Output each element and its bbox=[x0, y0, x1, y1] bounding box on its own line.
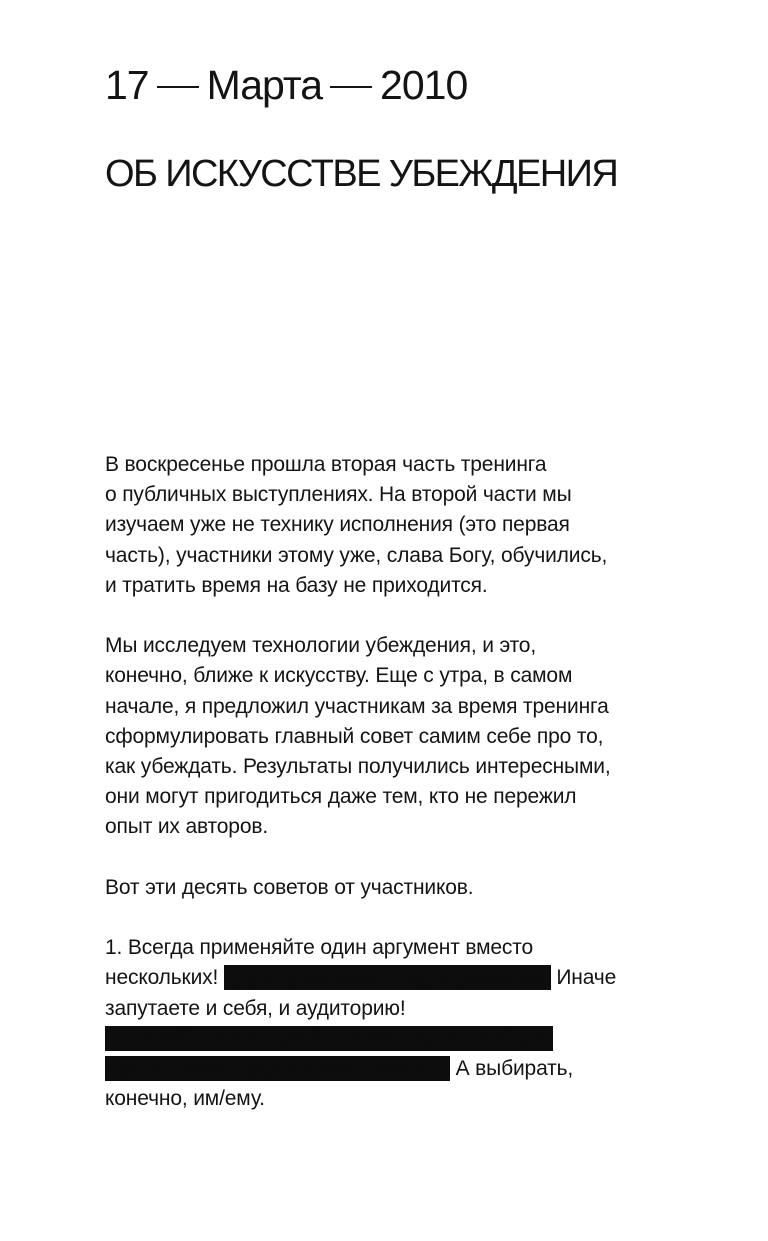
paragraph-2 bbox=[105, 631, 715, 842]
text-line: Вот эти десять советов от участников. bbox=[105, 875, 474, 899]
date-day: 17 bbox=[105, 62, 149, 108]
advice-1-line: запутаете и себя, и аудиторию! bbox=[105, 996, 406, 1020]
advice-2-line: конечно, им/ему. bbox=[105, 1087, 265, 1111]
date-year: 2010 bbox=[380, 62, 468, 108]
text-line: часть), участники этому уже, слава Богу, обучились, bbox=[105, 543, 608, 567]
text-fragment: А выбирать, bbox=[455, 1057, 574, 1081]
text-line: конечно, ближе к искусству. Еще с утра, в самом bbox=[105, 664, 573, 688]
body-text bbox=[105, 450, 715, 1145]
advice-list bbox=[105, 933, 715, 1114]
paragraph-1 bbox=[105, 450, 715, 601]
advice-1-line bbox=[105, 963, 715, 993]
text-line: Мы исследуем технологии убеждения, и это, bbox=[105, 634, 537, 658]
redacted-text: 2. Давайте аудитории/человеку право выбора. bbox=[105, 1026, 554, 1050]
paragraph-3 bbox=[105, 873, 715, 903]
dash-separator bbox=[330, 86, 372, 88]
redacted-text: Одна проблема — одно решение. bbox=[223, 966, 551, 990]
dash-separator bbox=[157, 86, 199, 88]
advice-2-line bbox=[105, 1024, 715, 1054]
date-month: Марта bbox=[206, 62, 323, 108]
text-line: о публичных выступлениях. На второй части мы bbox=[105, 483, 572, 507]
redacted-text: Просто ваше предложение лучшее. bbox=[105, 1057, 450, 1081]
text-line: как убеждать. Результаты получились интересными, bbox=[105, 755, 611, 779]
text-fragment: Иначе bbox=[556, 966, 617, 990]
text-line: начале, я предложил участникам за время тренинга bbox=[105, 694, 609, 718]
text-line: опыт их авторов. bbox=[105, 815, 269, 839]
text-line: сформулировать главный совет самим себе про то, bbox=[105, 724, 604, 748]
date-heading bbox=[105, 60, 467, 110]
text-line: изучаем уже не технику исполнения (это первая bbox=[105, 513, 570, 537]
advice-1-line: 1. Всегда применяйте один аргумент вместо bbox=[105, 936, 534, 960]
text-line: В воскресенье прошла вторая часть тренинга bbox=[105, 453, 547, 476]
text-line: и тратить время на базу не приходится. bbox=[105, 573, 488, 597]
text-line: они могут пригодиться даже тем, кто не пережил bbox=[105, 785, 577, 809]
text-fragment: нескольких! bbox=[105, 966, 219, 990]
chapter-title: ОБ ИСКУССТВЕ УБЕЖДЕНИЯ bbox=[105, 153, 618, 195]
advice-2-line bbox=[105, 1054, 715, 1084]
